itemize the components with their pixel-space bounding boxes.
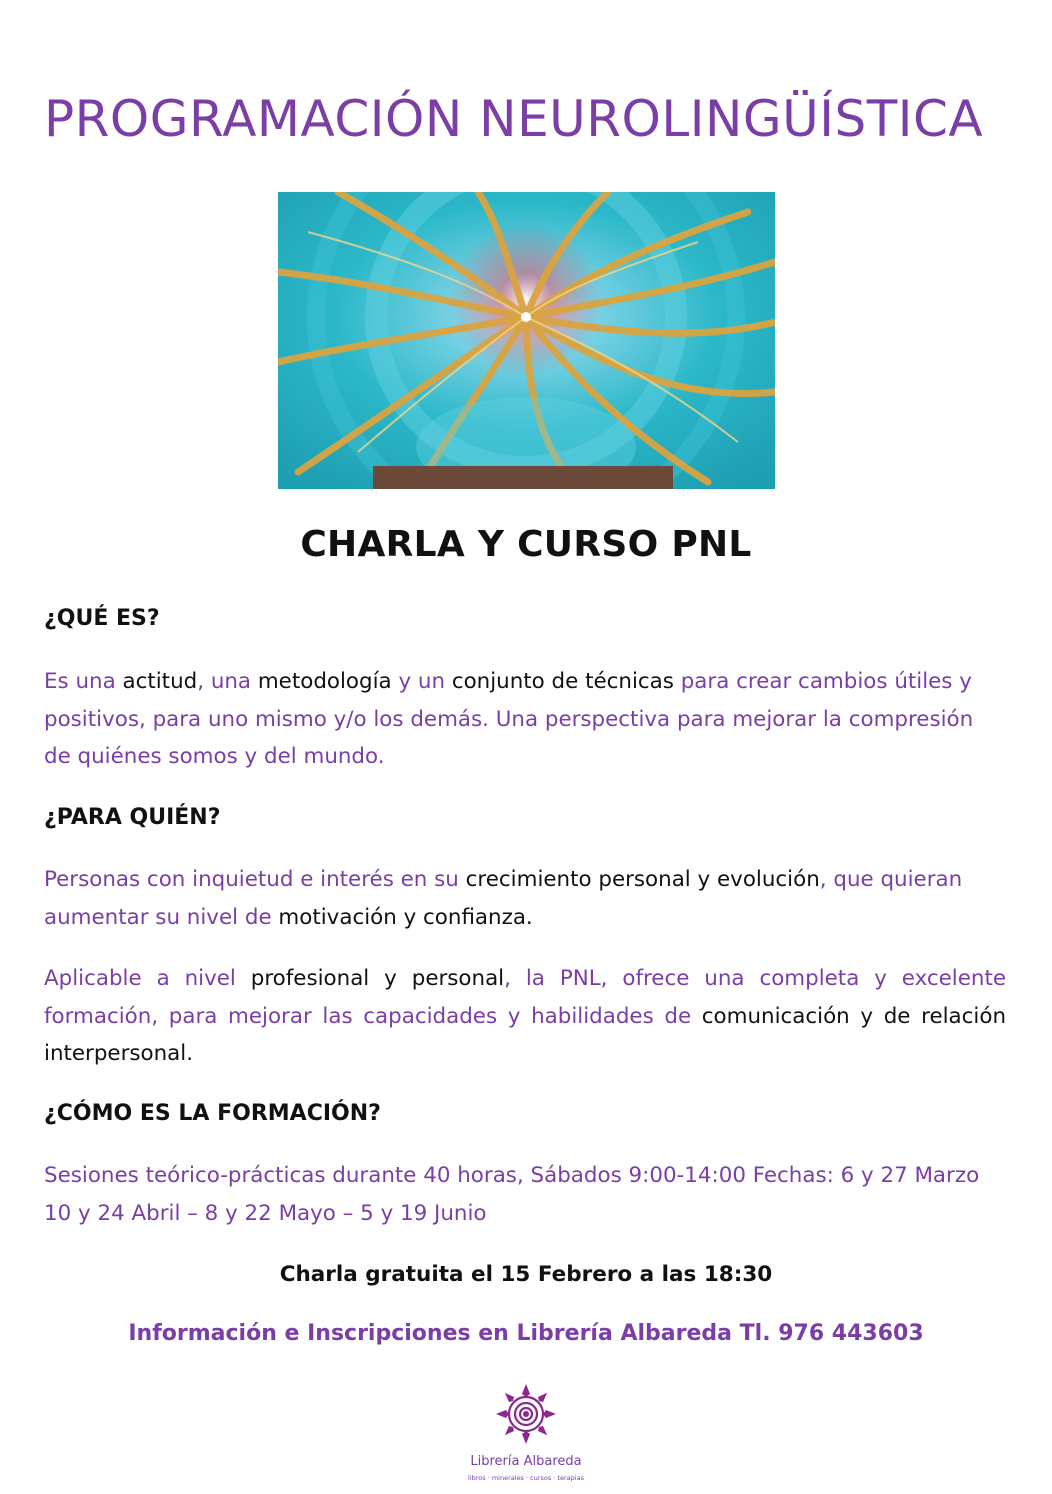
heading-formacion: ¿CÓMO ES LA FORMACIÓN? (44, 1101, 381, 1126)
text-span: , que quieran aumentar su nivel de (44, 867, 963, 930)
text-span: motivación y confianza. (278, 904, 533, 930)
text-span: actitud (122, 669, 198, 694)
text-span: profesional y personal (250, 966, 505, 991)
paragraph-que-es (44, 663, 1006, 776)
text-span: crecimiento personal y evolución (465, 867, 820, 892)
page-title: PROGRAMACIÓN NEUROLINGÜÍSTICA (44, 90, 984, 148)
text-span: y un (391, 669, 452, 694)
text-span: metodología (257, 669, 392, 694)
text-span: comunicación y de relación interpersonal. (44, 1003, 1006, 1066)
paragraph-para-quien-1 (44, 861, 1006, 936)
mandala-icon (494, 1382, 558, 1446)
hero-illustration (278, 192, 775, 489)
text-span: Personas con inquietud e interés en su (44, 867, 466, 892)
text-span: Aplicable a nivel (44, 966, 251, 991)
section-subtitle: CHARLA Y CURSO PNL (300, 524, 752, 565)
text-span: conjunto de técnicas (451, 669, 674, 694)
info-inscripciones: Información e Inscripciones en Librería Albareda Tl. 976 443603 (128, 1321, 924, 1346)
logo (436, 1382, 616, 1492)
heading-para-quien: ¿PARA QUIÉN? (44, 805, 221, 830)
text-span: Es una (44, 669, 123, 694)
charla-gratuita: Charla gratuita el 15 Febrero a las 18:30 (279, 1262, 773, 1287)
text-span: para crear cambios útiles y positivos, para uno mismo y/o los demás. Una perspectiva para mejorar la compresión de quiénes somos y del mundo. (44, 669, 974, 769)
heading-que-es: ¿QUÉ ES? (44, 606, 160, 631)
logo-name: Librería Albareda (470, 1454, 582, 1469)
paragraph-formacion: Sesiones teórico-prácticas durante 40 horas, Sábados 9:00-14:00 Fechas: 6 y 27 Marzo 10 y 24 Abril – 8 y 22 Mayo – 5 y 19 Junio (44, 1163, 980, 1226)
paragraph-para-quien-2 (44, 960, 1006, 1073)
text-span: , la PNL, ofrece una completa y excelente formación, para mejorar las capacidades y habilidades de (44, 966, 1006, 1029)
logo-tagline: libros · minerales · cursos · terapias (468, 1474, 584, 1482)
text-span: , una (197, 669, 258, 694)
